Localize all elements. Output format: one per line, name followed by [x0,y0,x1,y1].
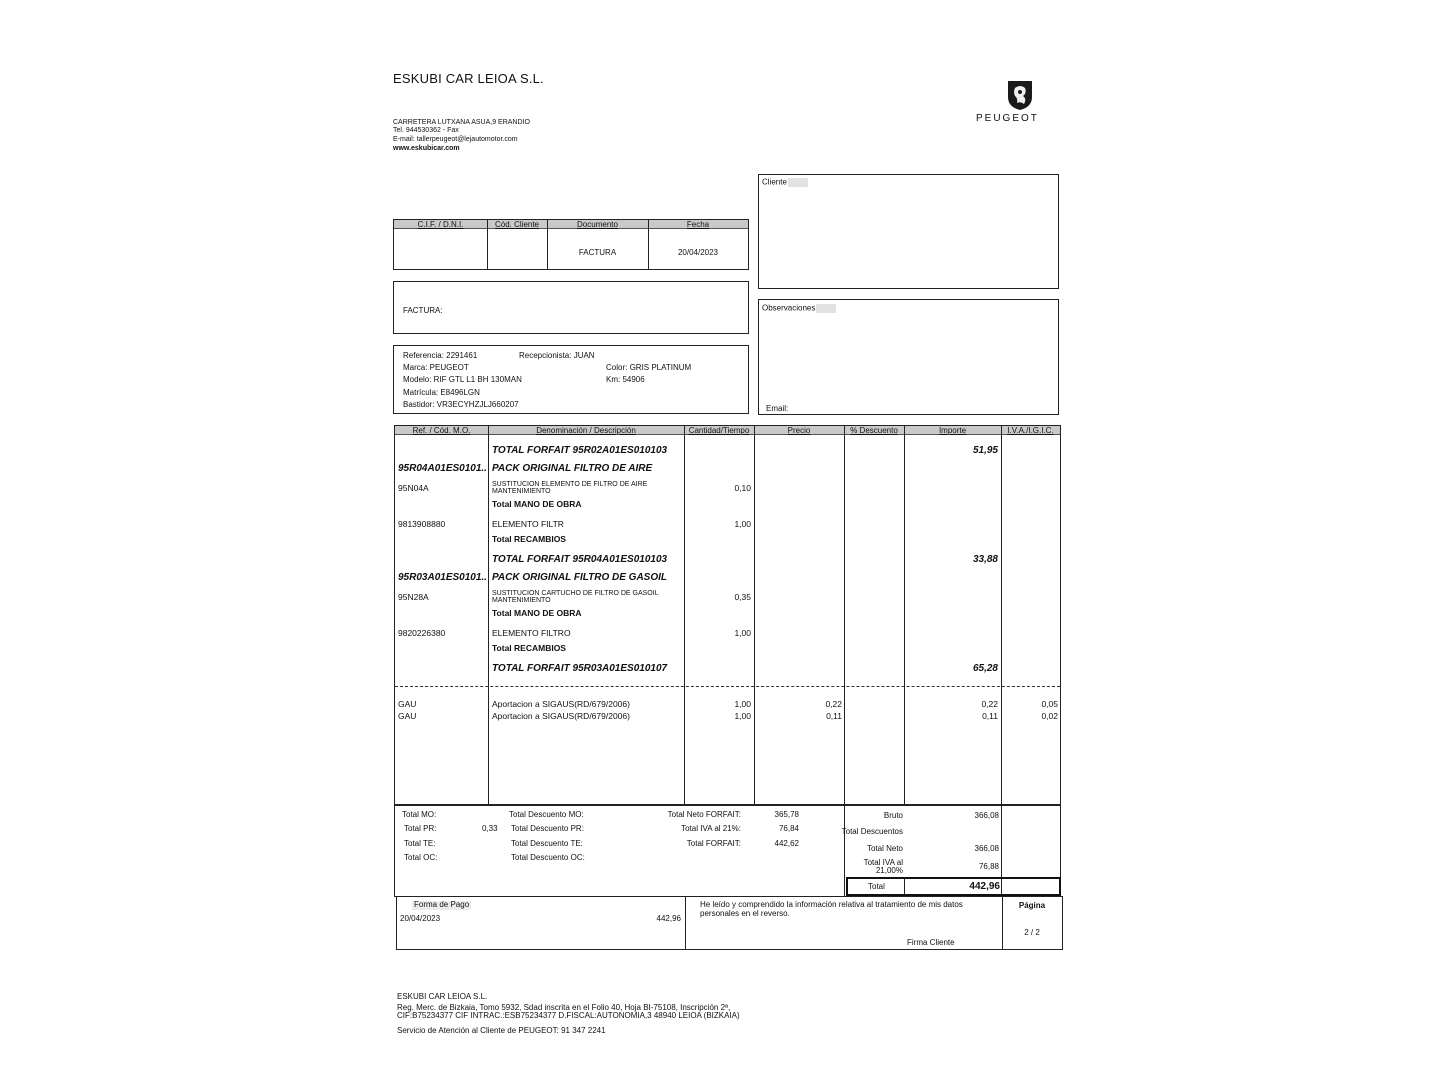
privacy-text-line1: He leído y comprendido la información relativa al tratamiento de mis datos [700,900,963,909]
factura-box [393,281,749,334]
cell-iva: 0,05 [1041,700,1058,709]
vehicle-km: Km: 54906 [606,375,645,384]
peugeot-lion-icon [1005,79,1035,111]
client-label: Cliente [762,178,808,187]
cell-qty: 0,35 [734,593,751,602]
cell-desc: Total RECAMBIOS [492,535,566,544]
cell-price: 0,22 [825,700,842,709]
observations-box [758,299,1059,415]
vat-value: 76,88 [978,862,999,871]
cell-desc: ELEMENTO FILTRO [492,629,571,638]
cell-desc: TOTAL FORFAIT 95R03A01ES010107 [492,663,668,674]
cell-price: 0,11 [826,712,842,721]
vehicle-model: Modelo: RIF GTL L1 BH 130MAN [403,375,522,384]
vat21-value: 76,84 [778,824,799,833]
grand-total-label: Total [868,882,885,891]
brand-name: PEUGEOT [976,113,1039,124]
page-number: 2 / 2 [1024,928,1040,937]
col-header-client-code: Cód. Cliente [487,220,547,229]
vehicle-color: Color: GRIS PLATINUM [606,363,692,372]
factura-label: FACTURA: [403,306,443,315]
gross-value: 366,08 [974,811,999,820]
col-header-date: Fecha [648,220,748,229]
payment-amount: 442,96 [656,914,681,923]
total-te-label: Total TE: [404,839,436,848]
doc-date-value: 20/04/2023 [677,248,719,257]
table-row [395,520,1060,536]
page-label: Página [1018,901,1046,910]
cell-ref: GAU [398,712,417,721]
total-pr-label: Total PR: [404,824,437,833]
table-row [395,463,1060,479]
vehicle-receptionist: Recepcionista: JUAN [519,351,595,360]
cell-amount: 0,22 [981,700,998,709]
forfait-total-label: Total FORFAIT: [686,839,741,848]
company-website: www.eskubicar.com [393,145,460,152]
vehicle-vin: Bastidor: VR3ECYHZJLJ660207 [403,400,519,409]
cell-qty: 1,00 [734,520,751,529]
cell-ref: GAU [398,700,417,709]
cell-desc-subline: MANTENIMIENTO [492,597,551,604]
col-header-amount: Importe [904,426,1001,435]
cell-qty: 0,10 [734,484,751,493]
discount-mo-label: Total Descuento MO: [509,810,584,819]
vat-label-line1: Total IVA al [863,858,903,867]
email-label: Email: [766,404,789,413]
cell-desc: ELEMENTO FILTR [492,520,564,529]
table-row [395,609,1060,625]
col-header-discount: % Descuento [844,426,904,435]
company-email: E-mail: tallerpeugeot@lejautomotor.com [393,136,518,143]
net-label: Total Neto [866,844,903,853]
cell-qty: 1,00 [734,629,751,638]
table-row [395,554,1060,570]
table-row [395,644,1060,660]
col-header-ref: Ref. / Cód. M.O. [395,426,488,435]
cell-iva: 0,02 [1041,712,1058,721]
table-row [395,590,1060,606]
cell-ref: 9820226380 [398,629,446,638]
discount-te-label: Total Descuento TE: [511,839,583,848]
cell-amount: 51,95 [972,445,998,456]
net-forfait-value: 365,78 [774,810,799,819]
grand-total-box [846,877,1061,896]
vat-label-line2: 21,00% [875,866,903,875]
cell-desc: Aportacion a SIGAUS(RD/679/2006) [492,712,630,721]
cell-desc-subline: MANTENIMIENTO [492,488,551,495]
totals-box [394,805,1061,897]
table-row [395,572,1060,588]
payment-method-label: Forma de Pago [414,900,470,909]
total-oc-label: Total OC: [404,853,438,862]
gross-label: Bruto [883,811,903,820]
cell-desc: PACK ORIGINAL FILTRO DE GASOIL [492,572,667,583]
cell-amount: 33,88 [972,554,998,565]
privacy-text-line2: personales en el reverso. [700,909,790,918]
vehicle-make: Marca: PEUGEOT [403,363,469,372]
table-row [395,445,1060,461]
discounts-label: Total Descuentos [841,827,903,836]
cell-desc: TOTAL FORFAIT 95R04A01ES010103 [492,554,668,565]
observations-label: Observaciones [762,304,836,313]
vehicle-plate: Matrícula: E8496LGN [403,388,480,397]
company-phone: Tel. 944530362 - Fax [393,127,459,134]
cell-qty: 1,00 [734,700,751,709]
cell-desc: SUSTITUCION ELEMENTO DE FILTRO DE AIRE [492,481,648,488]
cell-amount: 65,28 [972,663,998,674]
discount-oc-label: Total Descuento OC: [511,853,585,862]
table-row [395,629,1060,645]
cell-desc: Total RECAMBIOS [492,644,566,653]
table-row [395,712,1060,728]
footer-customer-service: Servicio de Atención al Cliente de PEUGEOT: 91 347 2241 [397,1026,606,1035]
cell-desc: TOTAL FORFAIT 95R02A01ES010103 [492,445,668,456]
cell-desc: Total MANO DE OBRA [492,500,582,509]
vehicle-box [393,345,749,414]
grand-total-value: 442,96 [969,881,1000,892]
cell-desc: PACK ORIGINAL FILTRO DE AIRE [492,463,653,474]
payment-date: 20/04/2023 [400,914,441,923]
cell-amount: 0,11 [982,712,998,721]
col-header-quantity: Cantidad/Tiempo [684,426,754,435]
doc-type-value: FACTURA [578,248,617,257]
table-row [395,535,1060,551]
doc-header-table [393,219,749,270]
payment-box [396,896,1063,950]
client-box [758,174,1059,289]
cell-ref: 95N04A [398,484,429,493]
company-name: ESKUBI CAR LEIOA S.L. [393,71,544,86]
cell-ref: 95R04A01ES0101.. [398,463,487,474]
table-row [395,500,1060,516]
company-address: CARRETERA LUTXANA ASUA,9 ERANDIO [393,119,530,126]
footer-registry: Reg. Merc. de Bizkaia, Tomo 5932, Sdad inscrita en el Folio 40, Hoja BI-75108, Inscripción 2ª, [397,1003,731,1012]
col-header-vat: I.V.A./I.G.I.C. [1001,426,1060,435]
cell-desc: SUSTITUCION CARTUCHO DE FILTRO DE GASOIL [492,590,659,597]
items-table [394,425,1061,805]
net-forfait-label: Total Neto FORFAIT: [667,810,741,819]
cell-ref: 95N28A [398,593,429,602]
total-mo-label: Total MO: [402,810,437,819]
table-separator [395,686,1060,687]
discount-pr-label: Total Descuento PR: [511,824,584,833]
vehicle-reference: Referencia: 2291461 [403,351,478,360]
footer-tax-ids: CIF:B75234377 CIF INTRAC.:ESB75234377 D.FISCAL:AUTONOMIA,3 48940 LEIOA (BIZKAIA) [397,1011,740,1020]
cell-desc: Aportacion a SIGAUS(RD/679/2006) [492,700,630,709]
cell-ref: 95R03A01ES0101.. [398,572,487,583]
signature-label: Firma Cliente [907,938,955,947]
footer-company: ESKUBI CAR LEIOA S.L. [397,992,488,1001]
cell-ref: 9813908880 [398,520,446,529]
col-header-document: Documento [547,220,648,229]
vat21-label: Total IVA al 21%: [681,824,741,833]
col-header-cif: C.I.F. / D.N.I. [394,220,487,229]
cell-qty: 1,00 [734,712,751,721]
forfait-total-value: 442,62 [774,839,799,848]
cell-desc: Total MANO DE OBRA [492,609,582,618]
col-header-price: Precio [754,426,844,435]
col-header-description: Denominación / Descripción [488,426,684,435]
total-pr-value: 0,33 [482,824,498,833]
table-row [395,481,1060,497]
table-row [395,663,1060,679]
net-value: 366,08 [974,844,999,853]
